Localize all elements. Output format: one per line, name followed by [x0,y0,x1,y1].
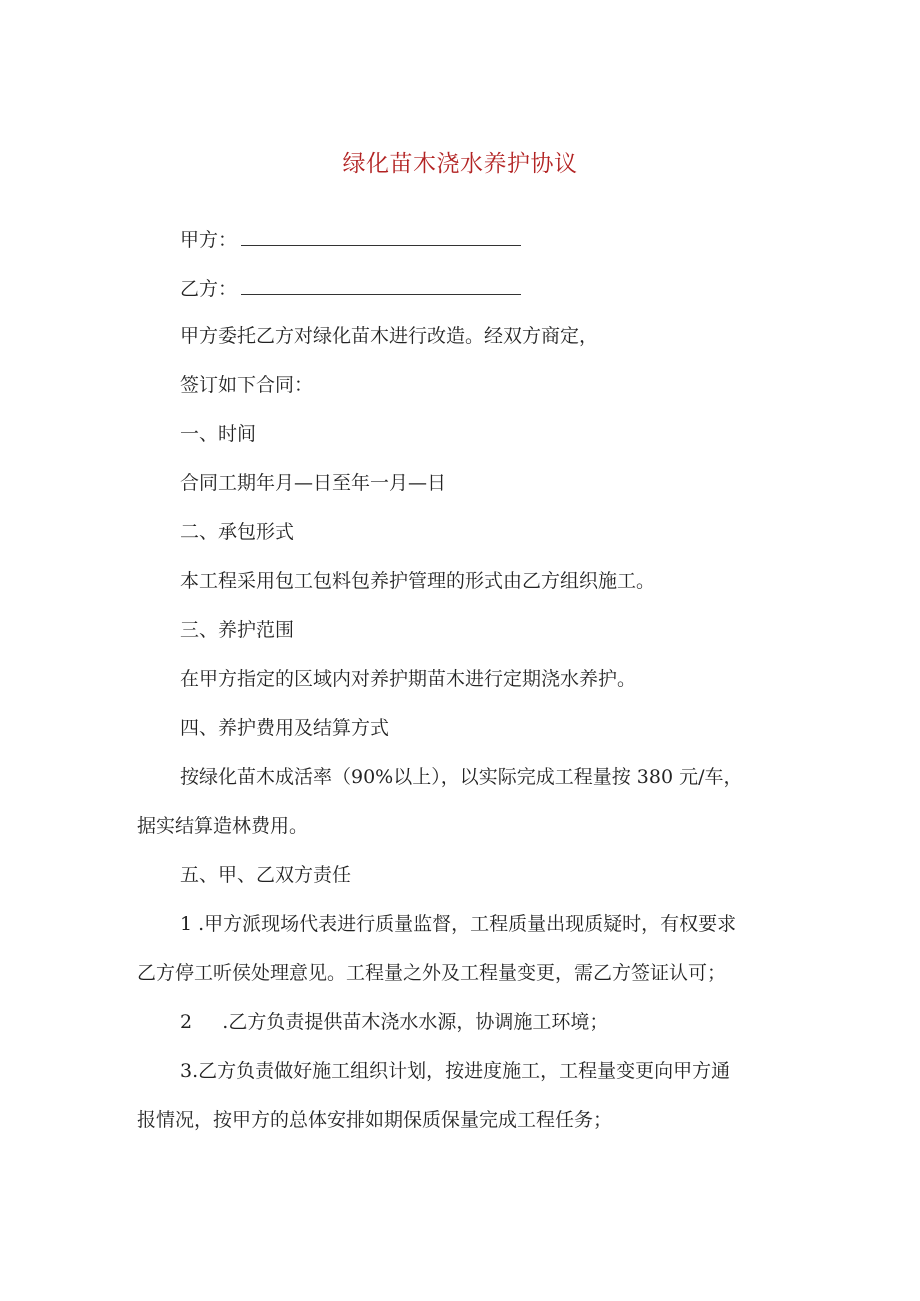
section-heading-time: 一、时间 [180,423,257,445]
section-heading-scope: 三、养护范围 [180,619,295,641]
party-b-blank [241,274,521,295]
item-1-line-1: 1 .甲方派现场代表进行质量监督，工程质量出现质疑时，有权要求 [180,913,737,935]
section-heading-fees: 四、养护费用及结算方式 [180,717,390,739]
party-a-line [180,225,521,253]
item-3-line-1: 3.乙方负责做好施工组织计划，按进度施工，工程量变更向甲方通 [180,1060,731,1082]
paragraph-fees-line-2: 据实结算造林费用。 [137,815,309,837]
paragraph-time: 合同工期年月—日至年一月—日 [180,472,447,494]
intro-line-1: 甲方委托乙方对绿化苗木进行改造。经双方商定， [180,325,599,347]
item-3-line-2: 报情况，按甲方的总体安排如期保质保量完成工程任务； [137,1109,613,1131]
paragraph-contract-form: 本工程采用包工包料包养护管理的形式由乙方组织施工。 [180,570,656,592]
party-b-line [180,274,521,302]
intro-line-2: 签订如下合同： [180,374,314,396]
document-title: 绿化苗木浇水养护协议 [342,151,578,177]
paragraph-fees-line-1: 按绿化苗木成活率（90%以上），以实际完成工程量按 380 元/车， [180,766,743,788]
party-a-blank [241,225,521,246]
section-heading-responsibilities: 五、甲、乙双方责任 [180,864,352,886]
party-a-label: 甲方： [180,229,238,251]
paragraph-scope: 在甲方指定的区域内对养护期苗木进行定期浇水养护。 [180,668,637,690]
item-1-line-2: 乙方停工听侯处理意见。工程量之外及工程量变更，需乙方签证认可； [137,962,727,984]
party-b-label: 乙方： [180,278,238,300]
item-2-line: 2 .乙方负责提供苗木浇水水源，协调施工环境； [180,1011,609,1033]
section-heading-contract-form: 二、承包形式 [180,521,295,543]
